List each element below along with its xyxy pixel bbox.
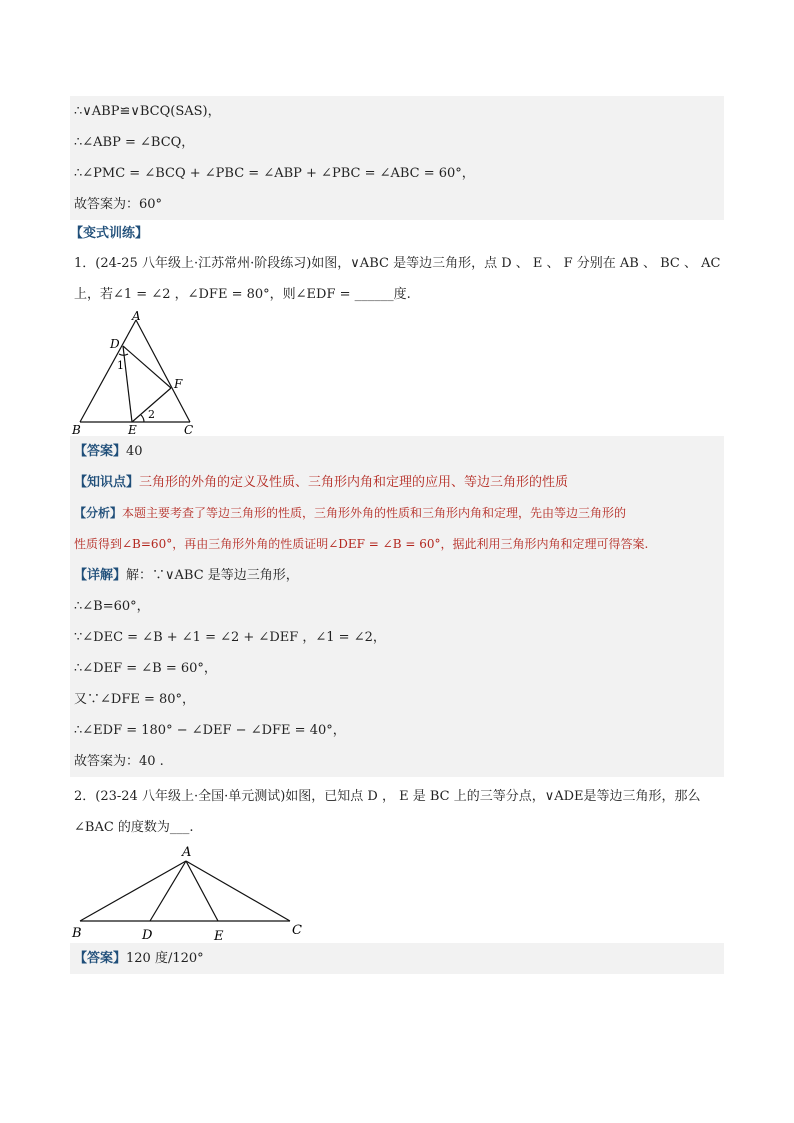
answer-line: 【答案】120 度/120° bbox=[74, 951, 204, 966]
proof-line: ∴∠PMC = ∠BCQ + ∠PBC = ∠ABP + ∠PBC = ∠ABC = 60°， bbox=[74, 166, 475, 181]
detail-line: 又∵∠DFE = 80°， bbox=[74, 692, 196, 707]
figure-label-C: C bbox=[184, 423, 194, 436]
detail-line: ∵∠DEC = ∠B + ∠1 = ∠2 + ∠DEF ，∠1 = ∠2， bbox=[74, 630, 386, 645]
figure-label-C: C bbox=[292, 923, 302, 938]
answer-line: 【答案】40 bbox=[74, 444, 143, 459]
detail-line: 故答案为：40 . bbox=[74, 754, 164, 769]
detail-line: ∴∠EDF = 180° − ∠DEF − ∠DFE = 40°， bbox=[74, 723, 346, 738]
figure-label-E: E bbox=[214, 929, 224, 943]
figure-label-2: 2 bbox=[148, 408, 155, 421]
question-2-text: 2．(23-24 八年级上·全国·单元测试)如图，已知点 D ， E 是 BC 上的三等分点，∨ADE是等边三角形，那么 bbox=[74, 789, 701, 804]
document-page bbox=[70, 96, 724, 974]
question-2-figure bbox=[70, 843, 330, 943]
solution-continuation bbox=[70, 96, 724, 220]
proof-line: ∴∨ABP≌∨BCQ(SAS)， bbox=[74, 104, 221, 119]
question-1-text: 1．(24-25 八年级上·江苏常州·阶段练习)如图，∨ABC 是等边三角形，点 D 、 E 、 F 分别在 AB 、 BC 、 AC bbox=[74, 256, 721, 271]
question-1-text: 上，若∠1 = ∠2 ，∠DFE = 80°，则∠EDF = ______度. bbox=[74, 287, 411, 302]
question-2-solution bbox=[70, 943, 724, 974]
figure-label-A: A bbox=[132, 310, 141, 323]
detail-line: ∴∠DEF = ∠B = 60°， bbox=[74, 661, 217, 676]
knowledge-line: 【知识点】三角形的外角的定义及性质、三角形内角和定理的应用、等边三角形的性质 bbox=[74, 475, 569, 490]
figure-label-F: F bbox=[174, 377, 183, 391]
figure-label-B: B bbox=[72, 926, 82, 941]
figure-label-A: A bbox=[182, 845, 192, 860]
proof-line: ∴∠ABP = ∠BCQ， bbox=[74, 135, 195, 150]
detail-line: 【详解】解：∵∨ABC 是等边三角形， bbox=[74, 568, 299, 583]
analysis-line: 【分析】本题主要考查了等边三角形的性质，三角形外角的性质和三角形内角和定理，先由等边三角形的 bbox=[74, 506, 627, 520]
figure-label-D: D bbox=[110, 337, 120, 351]
question-1-figure bbox=[70, 310, 210, 436]
section-header: 【变式训练】 bbox=[70, 226, 149, 241]
final-answer-line: 故答案为：60° bbox=[74, 197, 163, 212]
question-2-text: ∠BAC 的度数为___. bbox=[74, 820, 194, 835]
figure-label-B: B bbox=[72, 423, 81, 436]
figure-label-E: E bbox=[128, 423, 137, 436]
detail-line: ∴∠B=60°， bbox=[74, 599, 150, 614]
figure-label-1: 1 bbox=[117, 359, 124, 372]
question-1-solution bbox=[70, 436, 724, 777]
analysis-line: 性质得到∠B=60°，再由三角形外角的性质证明∠DEF = ∠B = 60°，据此利用三角形内角和定理可得答案. bbox=[74, 537, 649, 551]
figure-label-D: D bbox=[142, 928, 153, 943]
